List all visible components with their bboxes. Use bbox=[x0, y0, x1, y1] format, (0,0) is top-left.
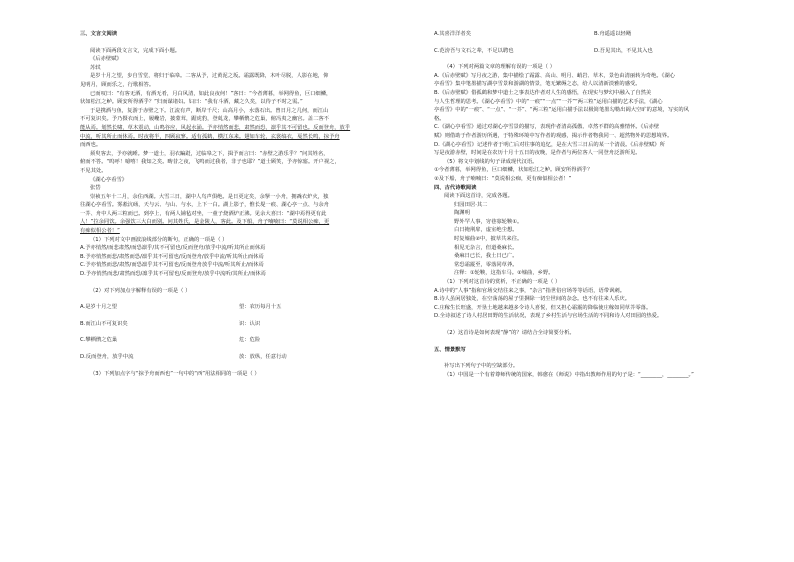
q5-sentence-2: ②及下船，舟子喃喃曰：“莫说相公痴，更有痴似相公者！” bbox=[434, 175, 572, 182]
question-4: （4）下列对两篇文章的理解有误的一项是（ ） bbox=[444, 64, 555, 71]
q4-line: A.《后赤壁赋》写月夜之游，集中描绘了霜露、高山、明月、峭岩、草木，景色由清丽转为奇绝。《湖心 bbox=[434, 72, 675, 79]
poem-line: 常恐霜霰至，零落同草莽。 bbox=[454, 261, 518, 268]
q2-option-c-explanation: 危：危险 bbox=[239, 337, 261, 344]
q2-option-c-text: C.攀栖鹘之危巢 bbox=[80, 337, 118, 344]
question-1: （1）下列对文中画波浪线部分的断句，正确的一项是（ ） bbox=[90, 236, 228, 243]
q2-option-c bbox=[80, 336, 398, 345]
dictation-intro: 补写出下列句子中的空缺部分。 bbox=[444, 363, 519, 370]
pq1-option-d: D.全诗叙述了诗人村居田野的生活状况，表现了乡村生活与官场生活的不同和诗人对田园的热爱。 bbox=[434, 313, 663, 320]
poem-author: 陶渊明 bbox=[454, 210, 470, 217]
text2-line-underlined: 有痴似相公者！” bbox=[80, 228, 120, 235]
q1-option-b: B.予亦悄然而悲/肃然而恐/凛乎其不可留也/反而登舟/放乎中流/听其所止而休焉 bbox=[80, 253, 264, 260]
text1-title: 《后赤壁赋》 bbox=[90, 56, 122, 63]
q2-option-d bbox=[80, 353, 398, 362]
q2-option-b-explanation: 识：认识 bbox=[239, 320, 261, 327]
text1-line: 不见其处。 bbox=[80, 167, 107, 174]
q1-option-d: D.予亦悄然而悲/肃然而恐/凛乎其不可留也/反而登舟/放乎中流听/其所止/而休焉 bbox=[80, 271, 266, 278]
pq1-option-a: A.诗中的“人事”指和官场交结往来之事，“杂言”指世俗官场等等话语，语带讽刺。 bbox=[434, 287, 625, 294]
question-2: （2）对下列加点字解释有误的一项是（ ） bbox=[90, 287, 191, 294]
q1-option-c: C.予亦悄然而悲/肃然/而恐凛乎其不可留也/反而登舟放乎中流/听其所止/而休焉 bbox=[80, 262, 264, 269]
q2-option-d-explanation: 放：放纵，任意行动 bbox=[239, 354, 287, 360]
q3-option-b: B.舟遥遥以轻飏 bbox=[594, 31, 632, 37]
q3-option-c: C.范滂吾与文石之辈，不足以聘也 bbox=[434, 47, 514, 54]
q4-line: 写是夜游赤壁，时间是在农历十月十五日的夜晚，是作者与两位客人一同登舟泛游所见。 bbox=[434, 150, 641, 157]
text2-title: 《湖心亭看雪》 bbox=[90, 176, 128, 183]
left-column bbox=[80, 30, 398, 378]
q4-line: D.《湖心亭看雪》记述作者于明亡后对往事的追忆，是在大雪三日后的某一个清晨。《后赤壁赋》所 bbox=[434, 141, 665, 148]
poem-question-1: （1）下列对这首诗的赏析，不正确的一项是（ ） bbox=[444, 279, 561, 286]
poem-line: 时复墟曲②中，披草共来往。 bbox=[454, 236, 523, 243]
q5-sentence-1: ①今者薄暮，举网得鱼，巨口细鳞，状如松江之鲈。顾安所得酒乎？ bbox=[434, 167, 593, 174]
poem-line: 白日掩荆扉，虚室绝尘想。 bbox=[454, 227, 518, 234]
text2-line: 崇祯五年十二月，余住西湖。大雪三日，湖中人鸟声俱绝。是日更定矣，余拏一小舟，拥毳衣炉火，独 bbox=[90, 193, 329, 200]
poem-question-2: （2）这首诗是如何表现“静”的？请结合全诗简要分析。 bbox=[444, 330, 575, 336]
q4-line: 赋》则借助于作者游历所遇，于特殊环境中写作者的观感，揭示作者物我同一、超然物外的思想境界。 bbox=[434, 132, 673, 139]
section-4-title: 四、古代诗歌阅读 bbox=[434, 184, 477, 191]
text1-line: 状如松江之鲈。顾安所得酒乎？”归而谋诸妇。妇曰：“我有斗酒，藏之久矣，以待子不时之需。” bbox=[80, 99, 303, 106]
text1-line-underlined: 中流，听其所止而休焉。时夜将半，四顾寂寥。适有孤鹤，横江东来。翅如车轮，玄裳缟衣，戛然长鸣，掠予舟 bbox=[80, 133, 340, 140]
section-5-title: 五、情景默写 bbox=[434, 346, 466, 353]
poem-line: 桑麻日已长，我土日已广。 bbox=[454, 253, 518, 260]
q2-option-a-text: A.是岁十月之望 bbox=[80, 304, 117, 311]
text2-line-underlined: 人！”拉余同饮。余强饮三大白而别。问其姓氏，是金陵人，客此。及下船，舟子喃喃曰：“莫说相公痴，更 bbox=[80, 219, 330, 226]
poem-title: 归园田居·其二 bbox=[454, 201, 488, 208]
question-5: （5）将文中划线的句子译成现代汉语。 bbox=[444, 158, 538, 165]
q2-option-b-text: B.而江山不可复识矣 bbox=[80, 320, 128, 327]
text1-line: 已而叹曰：“有客无酒，有酒无肴，月白风清，如此良夜何！”客曰：“今者薄暮，举网得鱼，巨口细鳞， bbox=[90, 90, 332, 97]
q4-line: 格。 bbox=[434, 115, 445, 122]
text1-line: 是岁十月之望，步自雪堂，将归于临皋。二客从予，过黄泥之坂。霜露既降，木叶尽脱，人影在地，仰 bbox=[90, 73, 329, 80]
text1-line: 不可复识矣。予乃摄衣而上，履巉岩，披蒙茸，踞虎豹，登虬龙，攀栖鹘之危巢，俯冯夷之幽宫。盖二客不 bbox=[80, 116, 329, 123]
text1-line-underlined: 能从焉。划然长啸，草木震动，山鸣谷应，风起水涌。予亦悄然而悲，肃然而恐，凛乎其不可留也。反而登舟，放乎 bbox=[80, 124, 351, 131]
q4-line: 亭看雪》集中笔墨描写湖亭雪景和游湖的情景，笔无繁缛之态，给人以清新淡雅的感受。 bbox=[434, 81, 641, 88]
pq1-option-b: B.诗人虽闲居独处，在空荡荡的屋子里摒除一切尘世间的杂念。也不有往来人乐庆。 bbox=[434, 296, 631, 303]
text1-line: 须臾客去，予亦就睡。梦一道士，羽衣蹁跹，过临皋之下，揖予而言曰：“赤壁之游乐乎？”问其姓名， bbox=[90, 150, 329, 157]
text1-author: 苏轼 bbox=[90, 64, 101, 71]
q2-option-a bbox=[80, 303, 398, 312]
section-3-title: 三、文言文阅读 bbox=[80, 31, 118, 37]
poem-note: 注释：①轮鞅，这指车马。②墟曲，乡野。 bbox=[454, 270, 554, 277]
q3-option-a: A.其喜洋洋者矣 bbox=[434, 31, 471, 37]
poem-line: 相见无杂言，但道桑麻长。 bbox=[454, 244, 518, 251]
text2-line: 一芥、舟中人两三粒而已。到亭上，有两人铺毡对坐，一童子烧酒炉正沸。见余大喜曰：“湖中焉得更有此 bbox=[80, 210, 327, 217]
q3-options-row-2 bbox=[434, 47, 754, 56]
text2-line: 往湖心亭看雪。雾凇沆砀，天与云、与山、与水，上下一白。湖上影子，惟长堤一痕、湖心亭一点、与余舟 bbox=[80, 202, 329, 209]
q4-line: 亭看雪》中的“一痕”、“一点”、“一芥”、“两三粒”运用白描手法以极简笔墨勾勒出阔大空旷的意境，写实的风 bbox=[434, 107, 690, 114]
poem-intro: 阅读下面这首诗，完成各题。 bbox=[444, 193, 513, 200]
q4-line: B.《后赤壁赋》借孤鹤和梦中道士之事表达作者对人生的感悟，在现实与梦幻中融入了自然美 bbox=[434, 89, 652, 96]
question-3: （3）下列加点字与“掠予舟而西也”一句中的“西”用法相同的一项是（ ） bbox=[90, 370, 260, 377]
text1-line: 于是携酒与鱼，复游于赤壁之下。江流有声，断岸千尺；山高月小，水落石出。曾日月之几何，而江山 bbox=[90, 107, 329, 114]
right-column bbox=[434, 30, 754, 379]
q2-option-a-explanation: 望：农历每月十五 bbox=[239, 304, 282, 311]
reading-intro: 阅读下面两段文言文，完成下面小题。 bbox=[90, 47, 181, 54]
q4-line: 与人生哲理的思考。《湖心亭看雪》中的“一痕”“一点”“一芥”“两三粒”运用白描的艺术手法，《湖心 bbox=[434, 98, 663, 105]
q2-option-d-text: D.反而登舟，放乎中流 bbox=[80, 354, 134, 360]
q1-option-a: A.予亦悄然/而悲肃然/而恐凛乎/其不可留也/反而登舟/放乎中流/听其所止而休焉 bbox=[80, 245, 266, 252]
poem-line: 野外罕人事，穷巷寡轮鞅①。 bbox=[454, 218, 523, 225]
q4-line: C.《湖心亭看雪》通过对湖心亭雪景的描写，表现作者清高孤傲、卓然不群的高雅情怀。《后赤壁 bbox=[434, 124, 660, 131]
q3-option-d: D.吾见其出，不见其入也 bbox=[594, 47, 653, 54]
q2-option-b bbox=[80, 320, 398, 329]
pq1-option-c: C.庄稼生长旺盛，开垦土地越来越多令诗人喜悦，但又担心霜霰的降临使庄稼如同草芥零落。 bbox=[434, 304, 652, 311]
text1-line: 见明月，顾而乐之，行歌相答。 bbox=[80, 81, 155, 88]
dictation-question-1: （1）中国是一个有着尊师传统的国家，韩愈在《师说》中指出教师作用的句子是：“________，________。” bbox=[444, 371, 694, 378]
text2-author: 张岱 bbox=[90, 185, 101, 192]
text1-line: 俯而不答。“呜呼！噫嘻！我知之矣。畴昔之夜，飞鸣而过我者，非子也耶？”道士顾笑，予亦惊寤。开户视之， bbox=[80, 159, 340, 166]
text1-line: 而西也。 bbox=[80, 142, 102, 149]
q3-options-row-1 bbox=[434, 30, 754, 39]
